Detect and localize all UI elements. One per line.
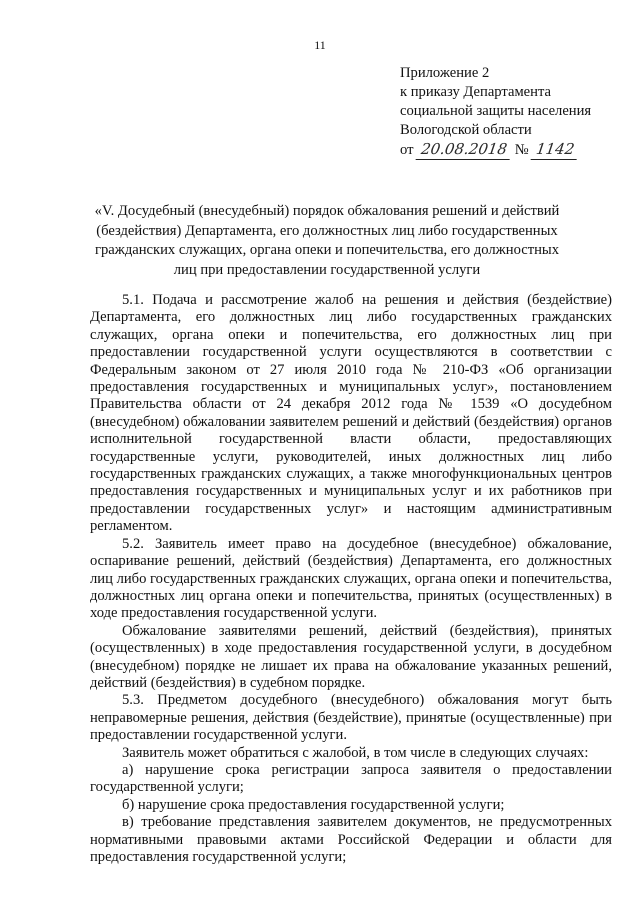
page-number: 11 — [314, 38, 326, 52]
handwritten-number: 1142 — [531, 140, 580, 160]
paragraph-5-2: 5.2. Заявитель имеет право на досудебное (внесудебное) обжалование, оспаривание решений, действий (бездействия) Департамента, его должностных лиц либо государственных гражданских служащих, органа опеки и попечительства, должностных лиц органа опеки и попечительства, принятых (осуществленных) в ходе предоставления государственной услуги. — [90, 535, 612, 622]
handwritten-date: 20.08.2018 — [416, 140, 513, 160]
paragraph-5-3: 5.3. Предметом досудебного (внесудебного) обжалования могут быть неправомерные решения, действия (бездействие), принятые (осуществленные) при предоставлении государственной услуги. — [90, 692, 612, 744]
appendix-line-3: социальной защиты населения — [400, 103, 592, 119]
list-item-v: в) требование представления заявителем документов, не предусмотренных нормативными правовыми актами Российской Федерации и области для предоставления государственной услуги; — [90, 814, 612, 865]
document-body — [90, 292, 612, 866]
order-date-number-line — [400, 140, 630, 160]
appendix-line-1: Приложение 2 — [400, 65, 490, 81]
date-prefix: от — [400, 142, 414, 158]
appendix-line-4: Вологодской области — [400, 122, 532, 138]
list-item-a: а) нарушение срока регистрации запроса заявителя о предоставлении государственной услуги; — [90, 761, 612, 796]
section-title: «V. Досудебный (внесудебный) порядок обжалования решений и действий (бездействия) Департамента, его должностных лиц либо государственных гражданских служащих, органа опеки и попечительства, его должностных лиц при предоставлении государственной услуги — [94, 203, 560, 278]
number-prefix: № — [514, 142, 529, 158]
list-item-b: б) нарушение срока предоставления государственной услуги; — [122, 796, 505, 813]
appendix-header — [400, 64, 630, 160]
appendix-line-2: к приказу Департамента — [400, 84, 551, 100]
paragraph-5-1: 5.1. Подача и рассмотрение жалоб на решения и действия (бездействие) Департамента, его должностных лиц либо государственных гражданских служащих, органа опеки и попечительства, его должностных лиц при предоставлении государственной услуги осуществляются в соответствии с Федеральным законом от 27 июля 2010 года № 210-ФЗ «Об организации предоставления государственных и муниципальных услуг», постановлением Правительства области от 24 декабря 2012 года № 1539 «О досудебном (внесудебном) обжаловании заявителем решений и действий (бездействия) органов исполнительной государственной власти области, предоставляющих государственные услуги, руководителей, иных должностных лиц либо государственных гражданских служащих, а также многофункциональных центров предоставления государственных и муниципальных услуг и их работников при предоставлении государственных услуг» и настоящим административным регламентом. — [90, 292, 612, 535]
paragraph-cases-intro: Заявитель может обратиться с жалобой, в том числе в следующих случаях: — [122, 744, 589, 761]
paragraph-appeal-rights: Обжалование заявителями решений, действий (бездействия), принятых (осуществленных) в ходе предоставления государственной услуги, в досудебном (внесудебном) порядке не лишает их права на обжалование указанных решений, действий (бездействия) в судебном порядке. — [90, 622, 612, 691]
